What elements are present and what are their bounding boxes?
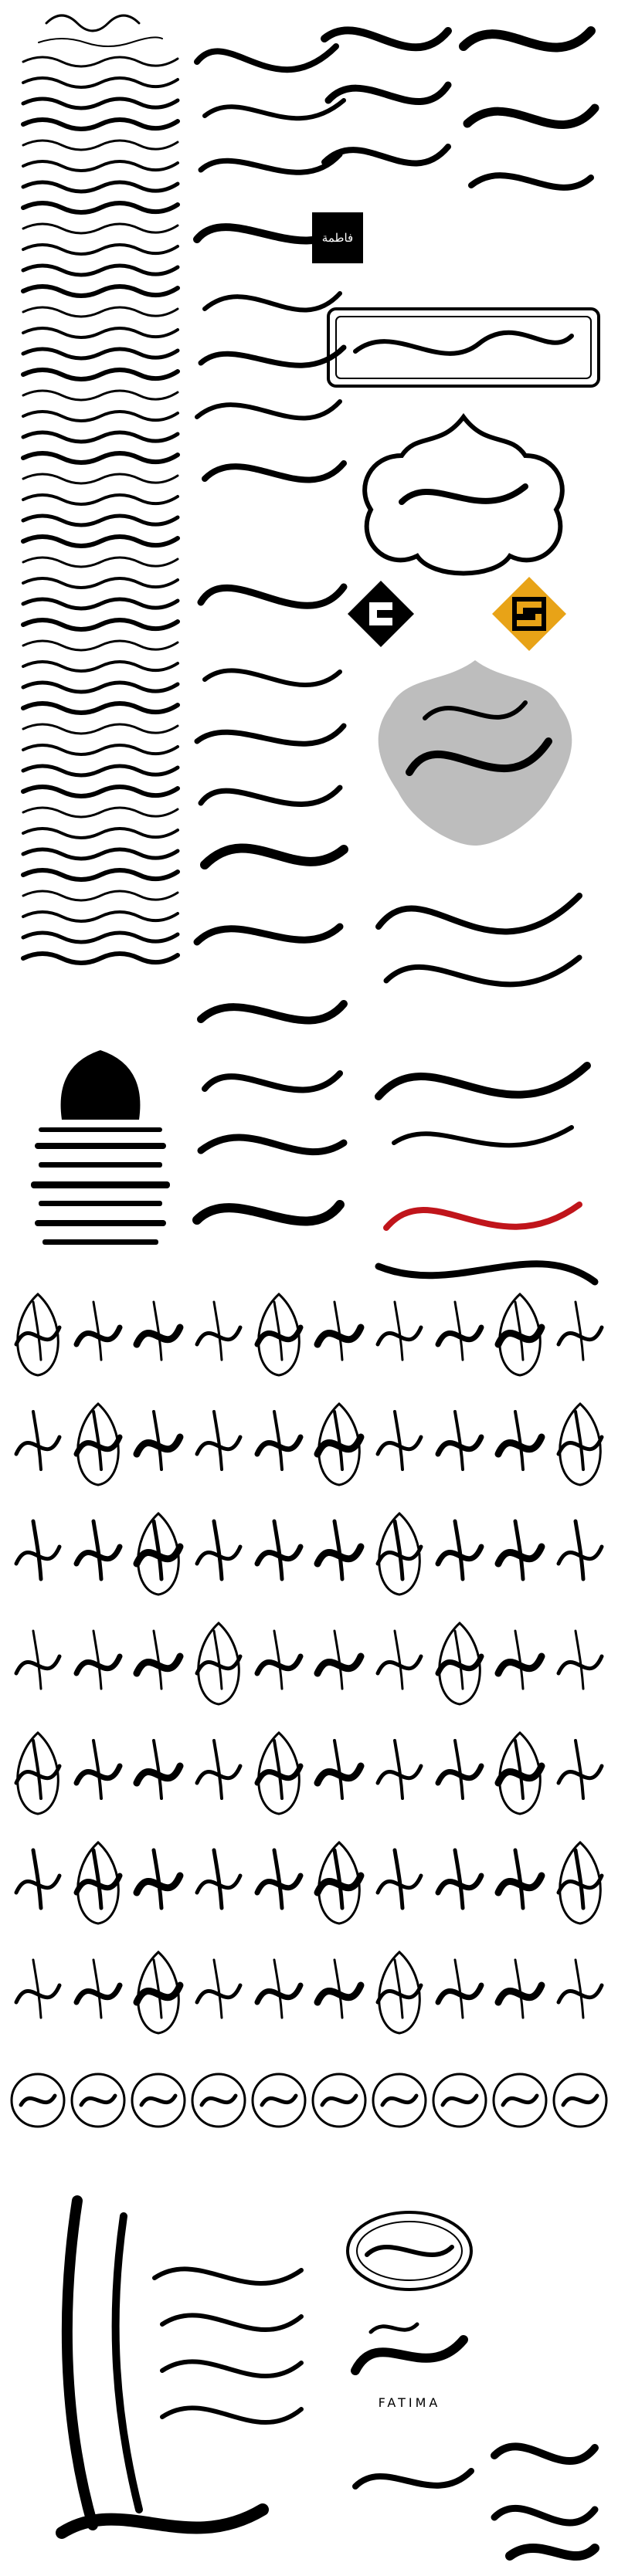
calligraphy-emblem [197,1740,240,1798]
inscription-line [23,120,178,129]
inscription-line [23,141,178,150]
calligraphy-emblem [438,1740,481,1798]
calligraphy-emblem [16,1412,59,1469]
inscription-line [23,683,178,692]
calligraphy-emblem [498,1521,542,1579]
inscription-line [23,286,178,296]
medallion-inscription [262,2096,296,2105]
inscription-line [23,495,178,504]
right-column-top-calligraphy [317,8,603,301]
inscription-line [23,724,178,734]
emblem-grid [8,1282,610,2185]
calligraphy-emblem [559,1521,602,1579]
inscription-line [23,474,178,483]
calligraphy-emblem [559,1960,602,2018]
calligraphy-emblem [498,1733,542,1814]
inscription-line [23,933,178,942]
calligraphy-emblem [137,1631,180,1689]
inscription-line [23,245,178,254]
calligraphy-emblem [438,1521,481,1579]
calligraphy-emblem [257,1294,301,1375]
calligraphy-emblem [16,1521,59,1579]
inscription-line [23,266,178,275]
oval-framed-inscription [344,2208,475,2293]
left-column-inscription-lines [15,0,185,1004]
calligraphy-emblem [438,1412,481,1469]
calligraphy-emblem [378,1513,421,1595]
calligraphy-emblem [197,1960,240,2018]
calligraphy-emblem [317,1960,361,2018]
calligraphy-emblem [137,1952,180,2033]
calligraphy-emblem [378,1740,421,1798]
inscription-line [23,870,178,880]
inscription-line [23,307,178,317]
inscription-line [23,412,178,421]
calligraphy-emblem [197,1521,240,1579]
right-mid-graphic [363,865,603,1297]
inscription-line [23,432,178,442]
calligraphy-emblem [317,1302,361,1360]
calligraphy-emblem [317,1521,361,1579]
medallion-inscription [21,2096,55,2105]
gray-shape-graphic [363,656,587,849]
medallion-inscription [141,2096,175,2105]
inscription-line [23,954,178,963]
inscription-line [23,891,178,900]
inscription-line [23,182,178,192]
kufic-gold-graphic [491,575,568,652]
medallion-inscription [322,2096,356,2105]
calligraphy-emblem [257,1733,301,1814]
inscription-line [23,787,178,796]
calligraphy-emblem [438,1960,481,2018]
inscription-line [23,516,178,525]
right-bottom-calligraphy [340,2425,603,2571]
large-vertical-calligraphy [31,2185,324,2564]
calligraphy-emblem [16,1850,59,1908]
emblem-grid-graphic [8,1282,610,2185]
large-vertical-graphic [31,2185,324,2564]
calligraphy-emblem [378,1302,421,1360]
inscription-line [23,391,178,400]
gray-ornamental-shape [363,656,587,849]
oval-frame-graphic [344,2208,475,2293]
calligraphy-emblem [197,1302,240,1360]
kufic-tile-black [346,579,416,649]
calligraphy-emblem [559,1740,602,1798]
round-medallion-row [8,2054,610,2178]
inscription-lines-graphic [15,0,185,1004]
fatima-latin-label: FATIMA [378,2395,441,2410]
calligraphy-emblem [76,1740,120,1798]
calligraphy-emblem [257,1521,301,1579]
calligraphy-emblem [378,1631,421,1689]
calligraphy-emblem [317,1740,361,1798]
calligraphy-emblem [498,1631,542,1689]
inscription-line [23,578,178,588]
calligraphy-emblem [76,1404,120,1485]
calligraphy-emblem [317,1404,361,1485]
calligraphy-emblem [438,1623,481,1704]
inscription-line [23,849,178,859]
calligraphy-emblem [16,1294,59,1375]
calligraphy-emblem [317,1842,361,1924]
inscription-line [23,558,178,567]
calligraphy-emblem [257,1631,301,1689]
calligraphy-emblem [197,1623,240,1704]
calligraphy-emblem [378,1412,421,1469]
inscription-line [23,161,178,171]
calligraphy-emblem [76,1302,120,1360]
fatima-logo-graphic [340,2309,479,2394]
inscription-line [23,829,178,838]
calligraphy-emblem [498,1850,542,1908]
calligraphy-emblem [438,1850,481,1908]
inscription-line [23,703,178,713]
inscription-line [23,766,178,775]
inscription-line [23,912,178,921]
calligraphy-emblem [498,1960,542,2018]
medallion-inscription [443,2096,477,2105]
inscription-line [23,78,178,87]
calligraphy-emblem [559,1631,602,1689]
calligraphy-emblem [257,1850,301,1908]
inscription-line [23,620,178,629]
calligraphy-emblem [559,1842,602,1924]
calligraphy-emblem [559,1404,602,1485]
calligraphy-emblem [137,1302,180,1360]
calligraphy-emblem [257,1412,301,1469]
inscription-line [23,537,178,546]
inscription-line [23,328,178,337]
medallion-stack-graphic [23,1042,178,1274]
inscription-line [23,57,178,66]
right-bottom-graphic [340,2425,603,2571]
calligraphy-emblem [378,1850,421,1908]
calligraphy-emblem [317,1631,361,1689]
calligraphy-emblem [137,1740,180,1798]
calligraphy-emblem [498,1294,542,1375]
framed-inscription-graphic [324,305,603,390]
inscription-line [23,662,178,671]
inscription-line [23,99,178,108]
calligraphy-emblem [378,1952,421,2033]
calligraphy-emblem [559,1302,602,1360]
calligraphy-emblem [76,1842,120,1924]
calligraphy-emblem [257,1960,301,2018]
medallion-inscription [563,2096,597,2105]
tile-fatima-text: فاطمة [321,231,354,245]
calligraphy-emblem [137,1412,180,1469]
calligraphy-emblem [137,1513,180,1595]
inscription-line [23,453,178,463]
calligraphy-emblem [76,1521,120,1579]
right-mid-calligraphy [363,865,603,1297]
fatima-logo-block [340,2309,479,2417]
calligraphy-emblem [197,1412,240,1469]
inscription-line [23,370,178,379]
inscription-line [23,641,178,650]
medallion-inscription [382,2096,416,2105]
medallion-row-graphic [8,2054,610,2178]
left-medallion-stack [23,1042,178,1274]
calligraphy-emblem [16,1960,59,2018]
medallion-inscription [503,2096,537,2105]
calligraphy-emblem [137,1850,180,1908]
calligraphy-emblem [16,1733,59,1814]
calligraphy-emblem [76,1631,120,1689]
inscription-line [23,745,178,754]
inscription-line [23,808,178,817]
calligraphy-emblem [16,1631,59,1689]
inscription-line [23,349,178,358]
kufic-tile-gold [491,575,568,652]
inscription-line [23,203,178,212]
ornamental-cloud-frame [348,409,579,579]
medallion-inscription [81,2096,115,2105]
right-top-graphic [317,8,603,301]
framed-inscription [324,305,603,390]
calligraphy-emblem [76,1960,120,2018]
cloud-frame-graphic [348,409,579,579]
calligraphy-emblem [438,1302,481,1360]
kufic-black-graphic [346,579,416,649]
inscription-line [23,599,178,608]
calligraphy-emblem [498,1412,542,1469]
calligraphy-emblem [197,1850,240,1908]
inscription-line [23,224,178,233]
medallion-inscription [202,2096,236,2105]
